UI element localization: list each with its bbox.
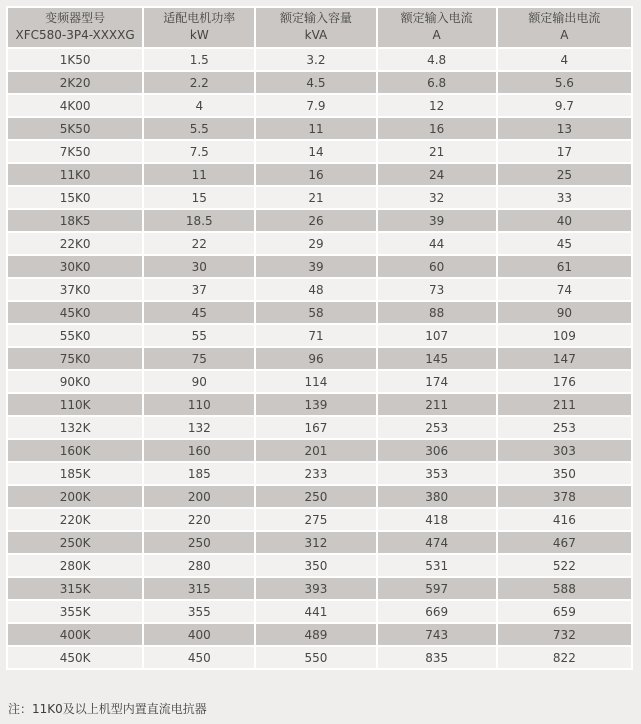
value-cell: 312 xyxy=(256,532,375,553)
value-cell: 16 xyxy=(256,164,375,185)
value-cell: 450 xyxy=(144,647,254,668)
value-cell: 306 xyxy=(378,440,496,461)
value-cell: 29 xyxy=(256,233,375,254)
value-cell: 21 xyxy=(256,187,375,208)
model-cell: 4K00 xyxy=(8,95,142,116)
value-cell: 400 xyxy=(144,624,254,645)
table-row xyxy=(8,302,631,323)
value-cell: 531 xyxy=(378,555,496,576)
table-row xyxy=(8,348,631,369)
table-row xyxy=(8,187,631,208)
table-row xyxy=(8,279,631,300)
table-row xyxy=(8,72,631,93)
value-cell: 353 xyxy=(378,463,496,484)
value-cell: 743 xyxy=(378,624,496,645)
value-cell: 659 xyxy=(498,601,631,622)
value-cell: 74 xyxy=(498,279,631,300)
value-cell: 176 xyxy=(498,371,631,392)
header-motor-power-title: 适配电机功率 xyxy=(163,11,236,25)
value-cell: 303 xyxy=(498,440,631,461)
value-cell: 18.5 xyxy=(144,210,254,231)
value-cell: 2.2 xyxy=(144,72,254,93)
value-cell: 44 xyxy=(378,233,496,254)
value-cell: 489 xyxy=(256,624,375,645)
header-input-current xyxy=(378,8,496,47)
value-cell: 4 xyxy=(144,95,254,116)
header-model-title: 变频器型号 xyxy=(45,11,106,25)
value-cell: 14 xyxy=(256,141,375,162)
table-row xyxy=(8,532,631,553)
footnote: 注：11K0及以上机型内置直流电抗器 xyxy=(8,702,207,716)
model-cell: 450K xyxy=(8,647,142,668)
model-cell: 1K50 xyxy=(8,49,142,70)
model-cell: 37K0 xyxy=(8,279,142,300)
model-cell: 45K0 xyxy=(8,302,142,323)
value-cell: 835 xyxy=(378,647,496,668)
value-cell: 13 xyxy=(498,118,631,139)
value-cell: 40 xyxy=(498,210,631,231)
value-cell: 522 xyxy=(498,555,631,576)
value-cell: 25 xyxy=(498,164,631,185)
table-row xyxy=(8,141,631,162)
value-cell: 550 xyxy=(256,647,375,668)
value-cell: 37 xyxy=(144,279,254,300)
header-motor-power xyxy=(144,8,254,47)
table-row xyxy=(8,486,631,507)
table-row xyxy=(8,463,631,484)
model-cell: 185K xyxy=(8,463,142,484)
value-cell: 822 xyxy=(498,647,631,668)
value-cell: 48 xyxy=(256,279,375,300)
value-cell: 90 xyxy=(144,371,254,392)
value-cell: 5.5 xyxy=(144,118,254,139)
model-cell: 200K xyxy=(8,486,142,507)
value-cell: 315 xyxy=(144,578,254,599)
value-cell: 174 xyxy=(378,371,496,392)
value-cell: 732 xyxy=(498,624,631,645)
value-cell: 393 xyxy=(256,578,375,599)
value-cell: 1.5 xyxy=(144,49,254,70)
value-cell: 250 xyxy=(256,486,375,507)
value-cell: 24 xyxy=(378,164,496,185)
value-cell: 45 xyxy=(498,233,631,254)
model-cell: 2K20 xyxy=(8,72,142,93)
value-cell: 15 xyxy=(144,187,254,208)
value-cell: 185 xyxy=(144,463,254,484)
table-row xyxy=(8,509,631,530)
model-cell: 355K xyxy=(8,601,142,622)
value-cell: 45 xyxy=(144,302,254,323)
value-cell: 26 xyxy=(256,210,375,231)
table-row xyxy=(8,95,631,116)
table-row xyxy=(8,647,631,668)
value-cell: 441 xyxy=(256,601,375,622)
value-cell: 350 xyxy=(256,555,375,576)
value-cell: 588 xyxy=(498,578,631,599)
header-motor-power-unit: kW xyxy=(189,28,209,42)
header-output-current-unit: A xyxy=(560,28,569,42)
table-row xyxy=(8,164,631,185)
value-cell: 88 xyxy=(378,302,496,323)
model-cell: 90K0 xyxy=(8,371,142,392)
value-cell: 73 xyxy=(378,279,496,300)
value-cell: 275 xyxy=(256,509,375,530)
model-cell: 250K xyxy=(8,532,142,553)
value-cell: 132 xyxy=(144,417,254,438)
value-cell: 201 xyxy=(256,440,375,461)
table-row xyxy=(8,233,631,254)
value-cell: 4.5 xyxy=(256,72,375,93)
value-cell: 253 xyxy=(498,417,631,438)
value-cell: 233 xyxy=(256,463,375,484)
value-cell: 32 xyxy=(378,187,496,208)
model-cell: 30K0 xyxy=(8,256,142,277)
value-cell: 211 xyxy=(378,394,496,415)
value-cell: 30 xyxy=(144,256,254,277)
value-cell: 350 xyxy=(498,463,631,484)
value-cell: 250 xyxy=(144,532,254,553)
value-cell: 21 xyxy=(378,141,496,162)
value-cell: 110 xyxy=(144,394,254,415)
value-cell: 5.6 xyxy=(498,72,631,93)
model-cell: 15K0 xyxy=(8,187,142,208)
header-input-capacity xyxy=(256,8,375,47)
value-cell: 107 xyxy=(378,325,496,346)
header-input-current-title: 额定输入电流 xyxy=(400,11,473,25)
header-row xyxy=(8,8,631,47)
table-row xyxy=(8,49,631,70)
header-input-capacity-title: 额定输入容量 xyxy=(279,11,352,25)
table-row xyxy=(8,417,631,438)
header-input-current-unit: A xyxy=(432,28,441,42)
table-body xyxy=(8,49,631,668)
table-row xyxy=(8,256,631,277)
value-cell: 145 xyxy=(378,348,496,369)
value-cell: 160 xyxy=(144,440,254,461)
value-cell: 16 xyxy=(378,118,496,139)
value-cell: 11 xyxy=(144,164,254,185)
value-cell: 60 xyxy=(378,256,496,277)
value-cell: 4 xyxy=(498,49,631,70)
model-cell: 160K xyxy=(8,440,142,461)
value-cell: 12 xyxy=(378,95,496,116)
header-output-current-title: 额定输出电流 xyxy=(528,11,601,25)
model-cell: 7K50 xyxy=(8,141,142,162)
header-model-series: XFC580-3P4-XXXXG xyxy=(15,28,135,42)
model-cell: 5K50 xyxy=(8,118,142,139)
table-row xyxy=(8,440,631,461)
value-cell: 211 xyxy=(498,394,631,415)
header-input-capacity-unit: kVA xyxy=(304,28,328,42)
value-cell: 114 xyxy=(256,371,375,392)
value-cell: 90 xyxy=(498,302,631,323)
value-cell: 355 xyxy=(144,601,254,622)
model-cell: 55K0 xyxy=(8,325,142,346)
value-cell: 4.8 xyxy=(378,49,496,70)
model-cell: 280K xyxy=(8,555,142,576)
table-row xyxy=(8,555,631,576)
value-cell: 75 xyxy=(144,348,254,369)
value-cell: 39 xyxy=(256,256,375,277)
header-output-current xyxy=(498,8,631,47)
table-row xyxy=(8,601,631,622)
value-cell: 71 xyxy=(256,325,375,346)
value-cell: 7.5 xyxy=(144,141,254,162)
value-cell: 378 xyxy=(498,486,631,507)
value-cell: 3.2 xyxy=(256,49,375,70)
value-cell: 9.7 xyxy=(498,95,631,116)
model-cell: 110K xyxy=(8,394,142,415)
value-cell: 167 xyxy=(256,417,375,438)
value-cell: 380 xyxy=(378,486,496,507)
value-cell: 200 xyxy=(144,486,254,507)
model-cell: 75K0 xyxy=(8,348,142,369)
value-cell: 474 xyxy=(378,532,496,553)
value-cell: 669 xyxy=(378,601,496,622)
value-cell: 96 xyxy=(256,348,375,369)
table-row xyxy=(8,624,631,645)
value-cell: 58 xyxy=(256,302,375,323)
model-cell: 18K5 xyxy=(8,210,142,231)
value-cell: 418 xyxy=(378,509,496,530)
value-cell: 39 xyxy=(378,210,496,231)
model-cell: 11K0 xyxy=(8,164,142,185)
value-cell: 61 xyxy=(498,256,631,277)
model-cell: 220K xyxy=(8,509,142,530)
table-row xyxy=(8,325,631,346)
value-cell: 33 xyxy=(498,187,631,208)
table-row xyxy=(8,578,631,599)
table-row xyxy=(8,394,631,415)
value-cell: 280 xyxy=(144,555,254,576)
model-cell: 22K0 xyxy=(8,233,142,254)
table-row xyxy=(8,118,631,139)
value-cell: 416 xyxy=(498,509,631,530)
value-cell: 147 xyxy=(498,348,631,369)
table-header xyxy=(8,8,631,47)
value-cell: 11 xyxy=(256,118,375,139)
table-row xyxy=(8,210,631,231)
value-cell: 109 xyxy=(498,325,631,346)
value-cell: 55 xyxy=(144,325,254,346)
value-cell: 139 xyxy=(256,394,375,415)
model-cell: 400K xyxy=(8,624,142,645)
value-cell: 467 xyxy=(498,532,631,553)
header-model xyxy=(8,8,142,47)
table-row xyxy=(8,371,631,392)
value-cell: 253 xyxy=(378,417,496,438)
value-cell: 7.9 xyxy=(256,95,375,116)
model-cell: 132K xyxy=(8,417,142,438)
value-cell: 597 xyxy=(378,578,496,599)
value-cell: 220 xyxy=(144,509,254,530)
value-cell: 6.8 xyxy=(378,72,496,93)
inverter-spec-table xyxy=(6,6,633,670)
model-cell: 315K xyxy=(8,578,142,599)
value-cell: 22 xyxy=(144,233,254,254)
value-cell: 17 xyxy=(498,141,631,162)
